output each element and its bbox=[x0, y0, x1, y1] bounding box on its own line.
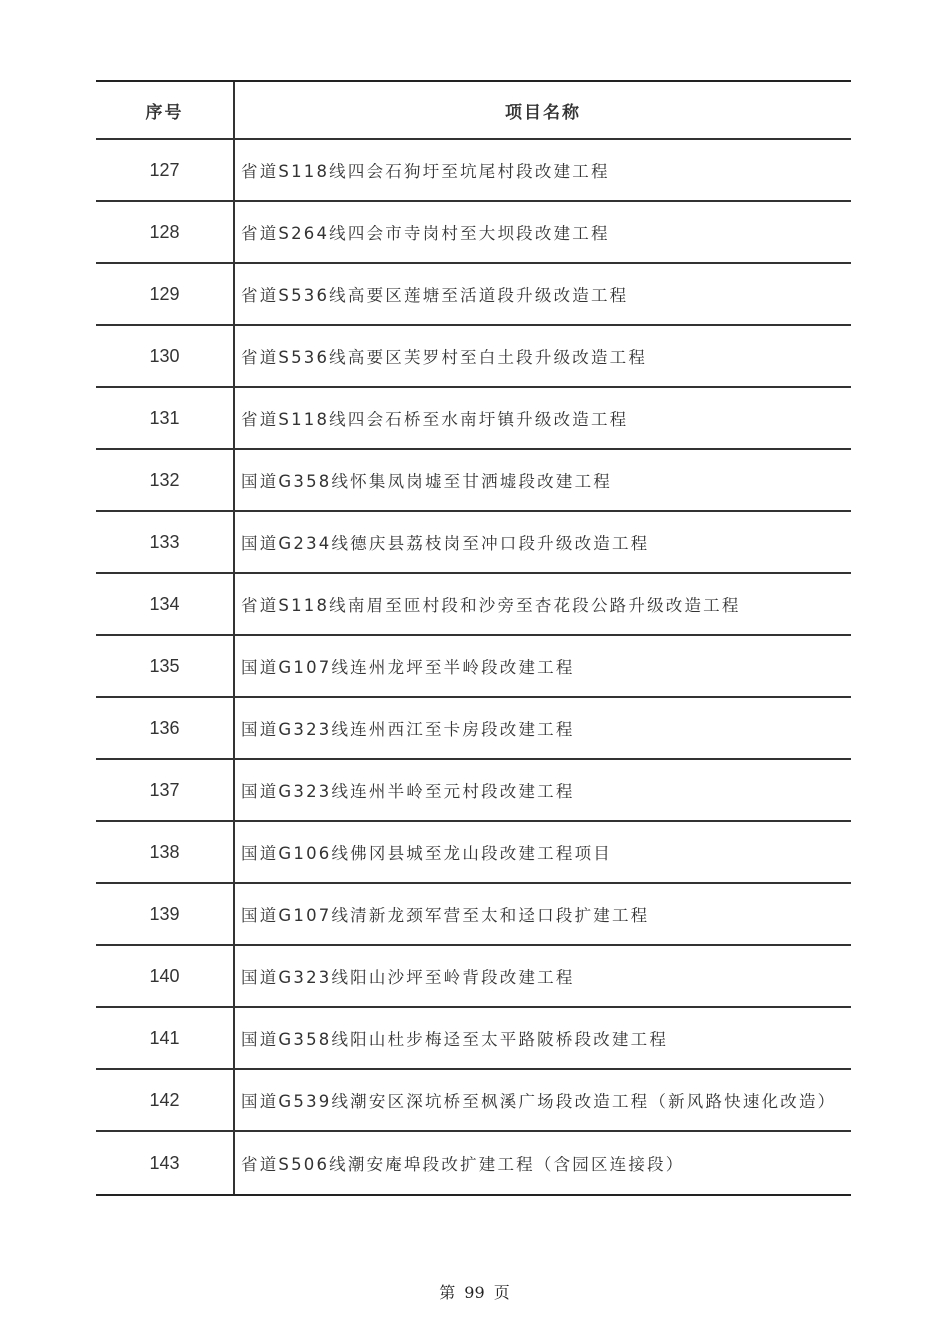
project-name: 国道G323线阳山沙坪至岭背段改建工程 bbox=[241, 968, 575, 987]
table-row bbox=[96, 326, 851, 388]
project-name: 国道G107线清新龙颈军营至太和迳口段扩建工程 bbox=[241, 906, 650, 925]
serial-number: 133 bbox=[96, 512, 235, 572]
serial-number: 131 bbox=[96, 388, 235, 448]
project-name: 国道G107线连州龙坪至半岭段改建工程 bbox=[241, 658, 575, 677]
serial-number: 136 bbox=[96, 698, 235, 758]
serial-number: 127 bbox=[96, 140, 235, 200]
project-name: 省道S118线四会石桥至水南圩镇升级改造工程 bbox=[241, 410, 629, 429]
serial-number: 137 bbox=[96, 760, 235, 820]
table-header-row bbox=[96, 82, 851, 140]
project-name: 国道G358线阳山杜步梅迳至太平路陂桥段改建工程 bbox=[241, 1030, 669, 1049]
header-project-name: 项目名称 bbox=[505, 102, 581, 123]
table-row bbox=[96, 884, 851, 946]
serial-number: 142 bbox=[96, 1070, 235, 1130]
serial-number: 129 bbox=[96, 264, 235, 324]
project-name: 省道S118线四会石狗圩至坑尾村段改建工程 bbox=[241, 162, 610, 181]
serial-number: 128 bbox=[96, 202, 235, 262]
project-name: 国道G358线怀集凤岗墟至甘洒墟段改建工程 bbox=[241, 472, 612, 491]
serial-number: 130 bbox=[96, 326, 235, 386]
page-number: 第 99 页 bbox=[439, 1283, 510, 1302]
table-row bbox=[96, 698, 851, 760]
serial-number: 132 bbox=[96, 450, 235, 510]
table-row bbox=[96, 574, 851, 636]
project-name: 省道S536线高要区芙罗村至白土段升级改造工程 bbox=[241, 348, 648, 367]
header-serial-number: 序号 bbox=[96, 82, 235, 138]
project-name: 国道G323线连州西江至卡房段改建工程 bbox=[241, 720, 575, 739]
table-row bbox=[96, 202, 851, 264]
table-row bbox=[96, 512, 851, 574]
project-table bbox=[96, 80, 851, 1196]
serial-number: 140 bbox=[96, 946, 235, 1006]
table-row bbox=[96, 1070, 851, 1132]
table-row bbox=[96, 450, 851, 512]
table-row bbox=[96, 636, 851, 698]
serial-number: 134 bbox=[96, 574, 235, 634]
table-row bbox=[96, 388, 851, 450]
table-row bbox=[96, 264, 851, 326]
table-row bbox=[96, 1008, 851, 1070]
project-name: 国道G323线连州半岭至元村段改建工程 bbox=[241, 782, 575, 801]
project-name: 国道G106线佛冈县城至龙山段改建工程项目 bbox=[241, 844, 612, 863]
project-name: 国道G234线德庆县荔枝岗至冲口段升级改造工程 bbox=[241, 534, 650, 553]
table-row bbox=[96, 760, 851, 822]
project-name: 省道S118线南眉至匝村段和沙旁至杏花段公路升级改造工程 bbox=[241, 596, 741, 615]
project-name: 国道G539线潮安区深坑桥至枫溪广场段改造工程（新风路快速化改造） bbox=[241, 1092, 837, 1111]
table-row bbox=[96, 822, 851, 884]
serial-number: 138 bbox=[96, 822, 235, 882]
project-name: 省道S506线潮安庵埠段改扩建工程（含园区连接段） bbox=[241, 1155, 685, 1174]
project-name: 省道S264线四会市寺岗村至大坝段改建工程 bbox=[241, 224, 610, 243]
serial-number: 143 bbox=[96, 1132, 235, 1194]
project-name: 省道S536线高要区莲塘至活道段升级改造工程 bbox=[241, 286, 629, 305]
table-row bbox=[96, 946, 851, 1008]
table-row bbox=[96, 1132, 851, 1194]
serial-number: 141 bbox=[96, 1008, 235, 1068]
serial-number: 139 bbox=[96, 884, 235, 944]
table-row bbox=[96, 140, 851, 202]
serial-number: 135 bbox=[96, 636, 235, 696]
